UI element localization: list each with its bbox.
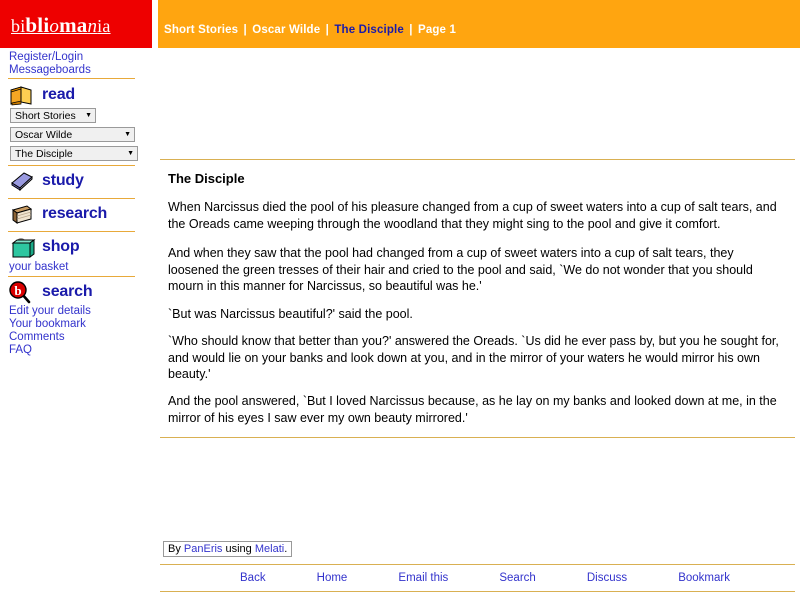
sidebar-link-faq[interactable]: FAQ	[9, 344, 33, 356]
author-select[interactable]	[10, 127, 135, 142]
chevron-down-icon: ▼	[85, 112, 92, 119]
sidebar-section-read[interactable]	[8, 83, 138, 109]
footer-link-discuss[interactable]: Discuss	[586, 572, 628, 584]
breadcrumb-item-oscar-wilde[interactable]: Oscar Wilde	[252, 24, 321, 36]
sidebar	[0, 48, 152, 600]
author-select-value: Oscar Wilde	[15, 128, 73, 141]
svg-text:b: b	[14, 283, 22, 298]
content-bottom-rule	[160, 437, 795, 438]
chevron-down-icon: ▼	[124, 131, 131, 138]
sidebar-divider	[8, 276, 135, 277]
credit-box	[163, 541, 292, 557]
category-select[interactable]	[10, 108, 96, 123]
footer-link-back[interactable]: Back	[240, 572, 266, 584]
magnifier-b-icon	[8, 280, 36, 304]
logo-part-3: o	[49, 16, 60, 37]
sidebar-section-search[interactable]	[8, 280, 138, 306]
story-paragraph-4: `Who should know that better than you?' answered the Oreads. `Us did he ever pass by, but you he sought for, and would lie on your banks and look down at you, and in the mirror of your waters he would mirror his own beauty.'	[168, 334, 779, 381]
credit-link-melati[interactable]: Melati	[254, 543, 285, 555]
breadcrumb-item-short-stories[interactable]: Short Stories	[164, 24, 239, 36]
sidebar-section-search-label: search	[42, 283, 93, 300]
logo-part-5: n	[87, 16, 98, 37]
sidebar-link-messageboards[interactable]: Messageboards	[9, 64, 91, 76]
footer-link-search[interactable]: Search	[499, 572, 536, 584]
sidebar-account-links	[9, 51, 91, 77]
open-book-icon	[8, 83, 36, 107]
sidebar-section-shop[interactable]	[8, 235, 138, 261]
category-select-value: Short Stories	[15, 109, 76, 122]
logo-part-4: ma	[59, 13, 88, 37]
story-paragraph-5: And the pool answered, `But I loved Narcissus because, as he lay on my banks and looked down at me, in the mirror of his eyes I saw ever my own beauty mirrored.'	[168, 394, 777, 425]
sidebar-section-study[interactable]	[8, 169, 138, 195]
footer-bottom-rule	[160, 591, 795, 592]
title-select[interactable]	[10, 146, 138, 161]
logo-part-1: bi	[11, 16, 26, 36]
breadcrumb-item-page-1: Page 1	[418, 24, 456, 36]
sidebar-link-register-login[interactable]: Register/Login	[9, 51, 84, 63]
sidebar-link-your-bookmark[interactable]: Your bookmark	[9, 318, 86, 330]
page-title: The Disciple	[168, 171, 245, 186]
footer-link-email-this[interactable]: Email this	[398, 572, 449, 584]
sidebar-search-links	[9, 305, 91, 357]
sidebar-divider	[8, 78, 135, 79]
footer-top-rule	[160, 564, 795, 565]
brown-book-icon	[8, 202, 36, 226]
shopping-bag-icon	[8, 235, 36, 259]
breadcrumb-separator: |	[325, 24, 330, 36]
sidebar-divider	[8, 165, 135, 166]
footer-link-bookmark[interactable]: Bookmark	[678, 572, 730, 584]
credit-suffix: .	[284, 543, 288, 555]
purple-book-icon	[8, 169, 36, 193]
story-paragraph-1: When Narcissus died the pool of his pleasure changed from a cup of sweet waters into a cup of salt tears, and the Oreads came weeping through the woodland that they might sing to the pool and give it comfort.	[168, 200, 777, 231]
top-banner	[0, 0, 800, 48]
breadcrumb-item-the-disciple: The Disciple	[334, 24, 404, 36]
sidebar-section-study-label: study	[42, 172, 84, 189]
credit-prefix: By	[168, 543, 184, 555]
footer-nav	[240, 572, 730, 584]
sidebar-section-research[interactable]	[8, 202, 138, 228]
sidebar-link-comments[interactable]: Comments	[9, 331, 65, 343]
sidebar-link-edit-your-details[interactable]: Edit your details	[9, 305, 91, 317]
sidebar-divider	[8, 231, 135, 232]
logo-part-6: ia	[97, 16, 111, 36]
sidebar-section-read-label: read	[42, 86, 75, 103]
logo-part-2: bli	[25, 13, 50, 37]
credit-link-paneris[interactable]: PanEris	[183, 543, 223, 555]
sidebar-section-shop-label: shop	[42, 238, 80, 255]
content-top-rule	[160, 159, 795, 160]
breadcrumb	[164, 24, 456, 36]
sidebar-link-your-basket[interactable]: your basket	[9, 261, 69, 273]
breadcrumb-separator: |	[243, 24, 247, 36]
sidebar-section-research-label: research	[42, 205, 108, 222]
footer-link-home[interactable]: Home	[316, 572, 348, 584]
chevron-down-icon: ▼	[127, 150, 134, 157]
story-paragraph-2: And when they saw that the pool had changed from a cup of sweet waters into a cup of salt tears, they loosened the green tresses of their hair and cried to the pool and said, `We do not wonder that you should mourn in this manner for Narcissus, so beautiful was he.'	[168, 246, 753, 293]
credit-middle: using	[222, 543, 255, 555]
site-logo[interactable]	[11, 13, 111, 38]
story-paragraph-3: `But was Narcissus beautiful?' said the pool.	[168, 307, 413, 321]
sidebar-divider	[8, 198, 135, 199]
breadcrumb-separator: |	[409, 24, 413, 36]
title-select-value: The Disciple	[15, 147, 73, 160]
